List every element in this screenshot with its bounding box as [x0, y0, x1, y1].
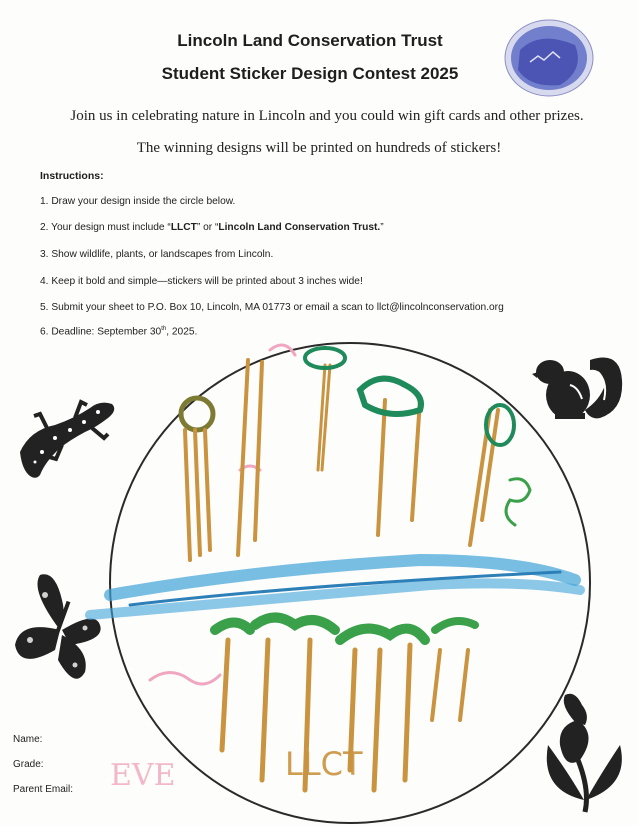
contest-title: Student Sticker Design Contest 2025: [161, 64, 459, 83]
butterfly-icon: [15, 574, 101, 678]
instruction-item: 2. Your design must include “LLCT” or “Lincoln Land Conservation Trust.”: [40, 222, 384, 233]
ladyslipper-flower-icon: [547, 694, 622, 812]
handwritten-llct: LLCT: [285, 745, 363, 783]
salamander-icon: [20, 402, 114, 478]
instruction-item: 1. Draw your design inside the circle below.: [40, 196, 236, 207]
instruction-item: 5. Submit your sheet to P.O. Box 10, Lincoln, MA 01773 or email a scan to llct@lincolnconservation.org: [40, 302, 504, 313]
name-label: Name:: [13, 734, 43, 745]
instruction-item: 4. Keep it bold and simple—stickers will be printed about 3 inches wide!: [40, 276, 363, 287]
instruction-item: 3. Show wildlife, plants, or landscapes from Lincoln.: [40, 249, 274, 260]
org-title: Lincoln Land Conservation Trust: [177, 31, 443, 50]
handwritten-name: EVE: [110, 758, 176, 793]
grade-label: Grade:: [13, 759, 44, 770]
parent-email-label: Parent Email:: [13, 784, 74, 795]
intro-line-1: Join us in celebrating nature in Lincoln and you could win gift cards and other prizes.: [70, 108, 584, 124]
intro-line-2: The winning designs will be printed on hundreds of stickers!: [136, 140, 502, 156]
chipmunk-icon: [532, 358, 622, 420]
instruction-item: 6. Deadline: September 30th, 2025.: [40, 326, 198, 338]
child-drawing: [90, 345, 580, 790]
llct-logo-stamp: [505, 20, 593, 96]
instructions-heading: Instructions:: [40, 170, 104, 182]
